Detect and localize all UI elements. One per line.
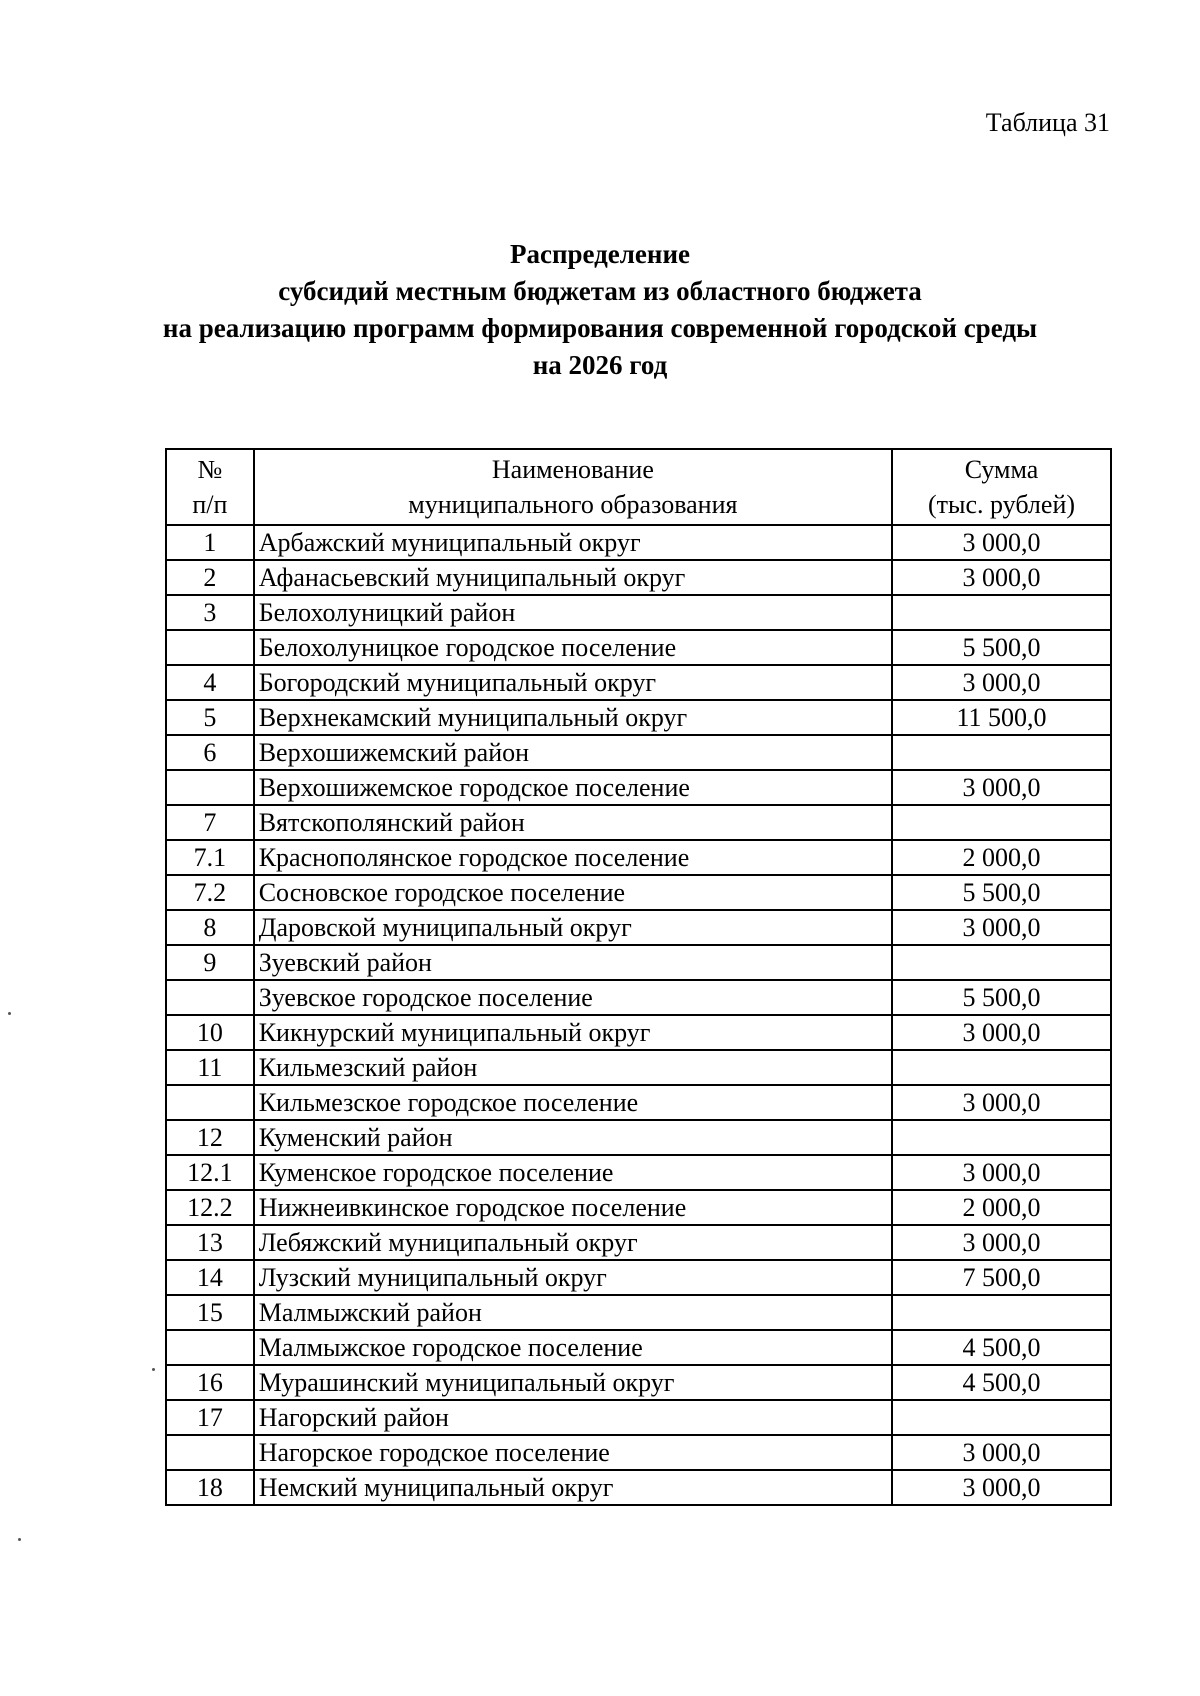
title-line: Распределение	[509, 239, 691, 269]
row-number: 5	[166, 700, 254, 735]
table-row	[166, 1435, 1111, 1470]
row-sum: 11 500,0	[892, 700, 1111, 735]
row-name: Немский муниципальный округ	[254, 1470, 892, 1505]
table-row	[166, 1155, 1111, 1190]
table-row	[166, 630, 1111, 665]
row-name: Сосновское городское поселение	[254, 875, 892, 910]
row-sum: 5 500,0	[892, 875, 1111, 910]
row-sum: 4 500,0	[892, 1330, 1111, 1365]
row-name: Лебяжский муниципальный округ	[254, 1225, 892, 1260]
header-name	[254, 449, 892, 525]
row-name: Нагорское городское поселение	[254, 1435, 892, 1470]
table-row	[166, 1050, 1111, 1085]
row-number: 7	[166, 805, 254, 840]
header-number	[166, 449, 254, 525]
row-name: Зуевский район	[254, 945, 892, 980]
row-name: Арбажский муниципальный округ	[254, 525, 892, 560]
row-sum: 3 000,0	[892, 1085, 1111, 1120]
row-name: Верхошижемский район	[254, 735, 892, 770]
row-sum: 7 500,0	[892, 1260, 1111, 1295]
scan-speck	[18, 1538, 21, 1541]
row-name: Верхнекамский муниципальный округ	[254, 700, 892, 735]
row-number: 7.1	[166, 840, 254, 875]
row-number	[166, 770, 254, 805]
row-sum	[892, 1295, 1111, 1330]
table-number-label: Таблица 31	[985, 108, 1110, 137]
row-name: Даровской муниципальный округ	[254, 910, 892, 945]
row-sum: 5 500,0	[892, 980, 1111, 1015]
table-row	[166, 1400, 1111, 1435]
table-body	[166, 525, 1111, 1505]
row-name: Афанасьевский муниципальный округ	[254, 560, 892, 595]
header-number-line: п/п	[192, 490, 228, 519]
document-title	[0, 236, 1200, 384]
row-number: 16	[166, 1365, 254, 1400]
row-sum: 3 000,0	[892, 1155, 1111, 1190]
row-name: Малмыжское городское поселение	[254, 1330, 892, 1365]
row-name: Верхошижемское городское поселение	[254, 770, 892, 805]
table-row	[166, 595, 1111, 630]
row-sum: 3 000,0	[892, 910, 1111, 945]
row-number: 12.1	[166, 1155, 254, 1190]
row-sum	[892, 595, 1111, 630]
row-number: 3	[166, 595, 254, 630]
row-sum: 4 500,0	[892, 1365, 1111, 1400]
row-name: Мурашинский муниципальный округ	[254, 1365, 892, 1400]
table-row	[166, 1470, 1111, 1505]
row-name: Белохолуницкий район	[254, 595, 892, 630]
row-name: Нагорский район	[254, 1400, 892, 1435]
header-sum-line: (тыс. рублей)	[928, 490, 1076, 519]
row-sum	[892, 1400, 1111, 1435]
row-number: 1	[166, 525, 254, 560]
table-row	[166, 805, 1111, 840]
row-sum: 5 500,0	[892, 630, 1111, 665]
row-number: 12	[166, 1120, 254, 1155]
row-number	[166, 980, 254, 1015]
row-number: 2	[166, 560, 254, 595]
row-number: 9	[166, 945, 254, 980]
row-sum	[892, 805, 1111, 840]
row-name: Зуевское городское поселение	[254, 980, 892, 1015]
header-number-line: №	[197, 455, 223, 484]
table-row	[166, 875, 1111, 910]
table-row	[166, 840, 1111, 875]
row-sum: 3 000,0	[892, 560, 1111, 595]
row-sum: 3 000,0	[892, 525, 1111, 560]
row-sum	[892, 1120, 1111, 1155]
table-row	[166, 735, 1111, 770]
table-row	[166, 700, 1111, 735]
row-name: Белохолуницкое городское поселение	[254, 630, 892, 665]
title-line: на реализацию программ формирования современной городской среды	[162, 313, 1038, 343]
row-number: 11	[166, 1050, 254, 1085]
row-name: Малмыжский район	[254, 1295, 892, 1330]
table-row	[166, 980, 1111, 1015]
row-name: Вятскополянский район	[254, 805, 892, 840]
row-name: Куменский район	[254, 1120, 892, 1155]
table-row	[166, 1365, 1111, 1400]
header-sum-line: Сумма	[964, 455, 1039, 484]
row-name: Лузский муниципальный округ	[254, 1260, 892, 1295]
table-row	[166, 1015, 1111, 1050]
table-row	[166, 910, 1111, 945]
title-line: на 2026 год	[532, 350, 668, 380]
table-row	[166, 1190, 1111, 1225]
row-sum	[892, 735, 1111, 770]
row-number: 10	[166, 1015, 254, 1050]
row-name: Куменское городское поселение	[254, 1155, 892, 1190]
row-number: 17	[166, 1400, 254, 1435]
table-row	[166, 1085, 1111, 1120]
table-row	[166, 560, 1111, 595]
row-number: 8	[166, 910, 254, 945]
scan-speck	[8, 1012, 11, 1015]
table-row	[166, 1295, 1111, 1330]
row-sum: 3 000,0	[892, 1470, 1111, 1505]
table-row	[166, 945, 1111, 980]
row-number: 7.2	[166, 875, 254, 910]
row-sum: 3 000,0	[892, 770, 1111, 805]
row-name: Краснополянское городское поселение	[254, 840, 892, 875]
header-name-line: муниципального образования	[408, 490, 738, 519]
header-sum	[892, 449, 1111, 525]
row-sum: 3 000,0	[892, 1225, 1111, 1260]
row-sum: 2 000,0	[892, 840, 1111, 875]
row-number	[166, 1435, 254, 1470]
row-number: 18	[166, 1470, 254, 1505]
row-name: Богородский муниципальный округ	[254, 665, 892, 700]
row-number: 13	[166, 1225, 254, 1260]
table-row	[166, 525, 1111, 560]
row-sum: 3 000,0	[892, 665, 1111, 700]
table-row	[166, 1225, 1111, 1260]
table-row	[166, 1330, 1111, 1365]
row-sum: 3 000,0	[892, 1015, 1111, 1050]
row-name: Кильмезское городское поселение	[254, 1085, 892, 1120]
row-name: Нижнеивкинское городское поселение	[254, 1190, 892, 1225]
title-line: субсидий местным бюджетам из областного бюджета	[278, 276, 922, 306]
distribution-table	[165, 448, 1112, 1506]
table-row	[166, 1260, 1111, 1295]
row-number: 12.2	[166, 1190, 254, 1225]
row-sum	[892, 945, 1111, 980]
row-number	[166, 1085, 254, 1120]
row-number	[166, 630, 254, 665]
row-sum	[892, 1050, 1111, 1085]
row-sum: 3 000,0	[892, 1435, 1111, 1470]
row-name: Кильмезский район	[254, 1050, 892, 1085]
table-row	[166, 770, 1111, 805]
row-number: 14	[166, 1260, 254, 1295]
table-row	[166, 665, 1111, 700]
row-number: 6	[166, 735, 254, 770]
row-number	[166, 1330, 254, 1365]
table-row	[166, 1120, 1111, 1155]
row-sum: 2 000,0	[892, 1190, 1111, 1225]
header-row	[166, 449, 1111, 525]
header-name-line: Наименование	[491, 455, 654, 484]
row-name: Кикнурский муниципальный округ	[254, 1015, 892, 1050]
row-number: 4	[166, 665, 254, 700]
row-number: 15	[166, 1295, 254, 1330]
scan-speck	[152, 1368, 155, 1371]
